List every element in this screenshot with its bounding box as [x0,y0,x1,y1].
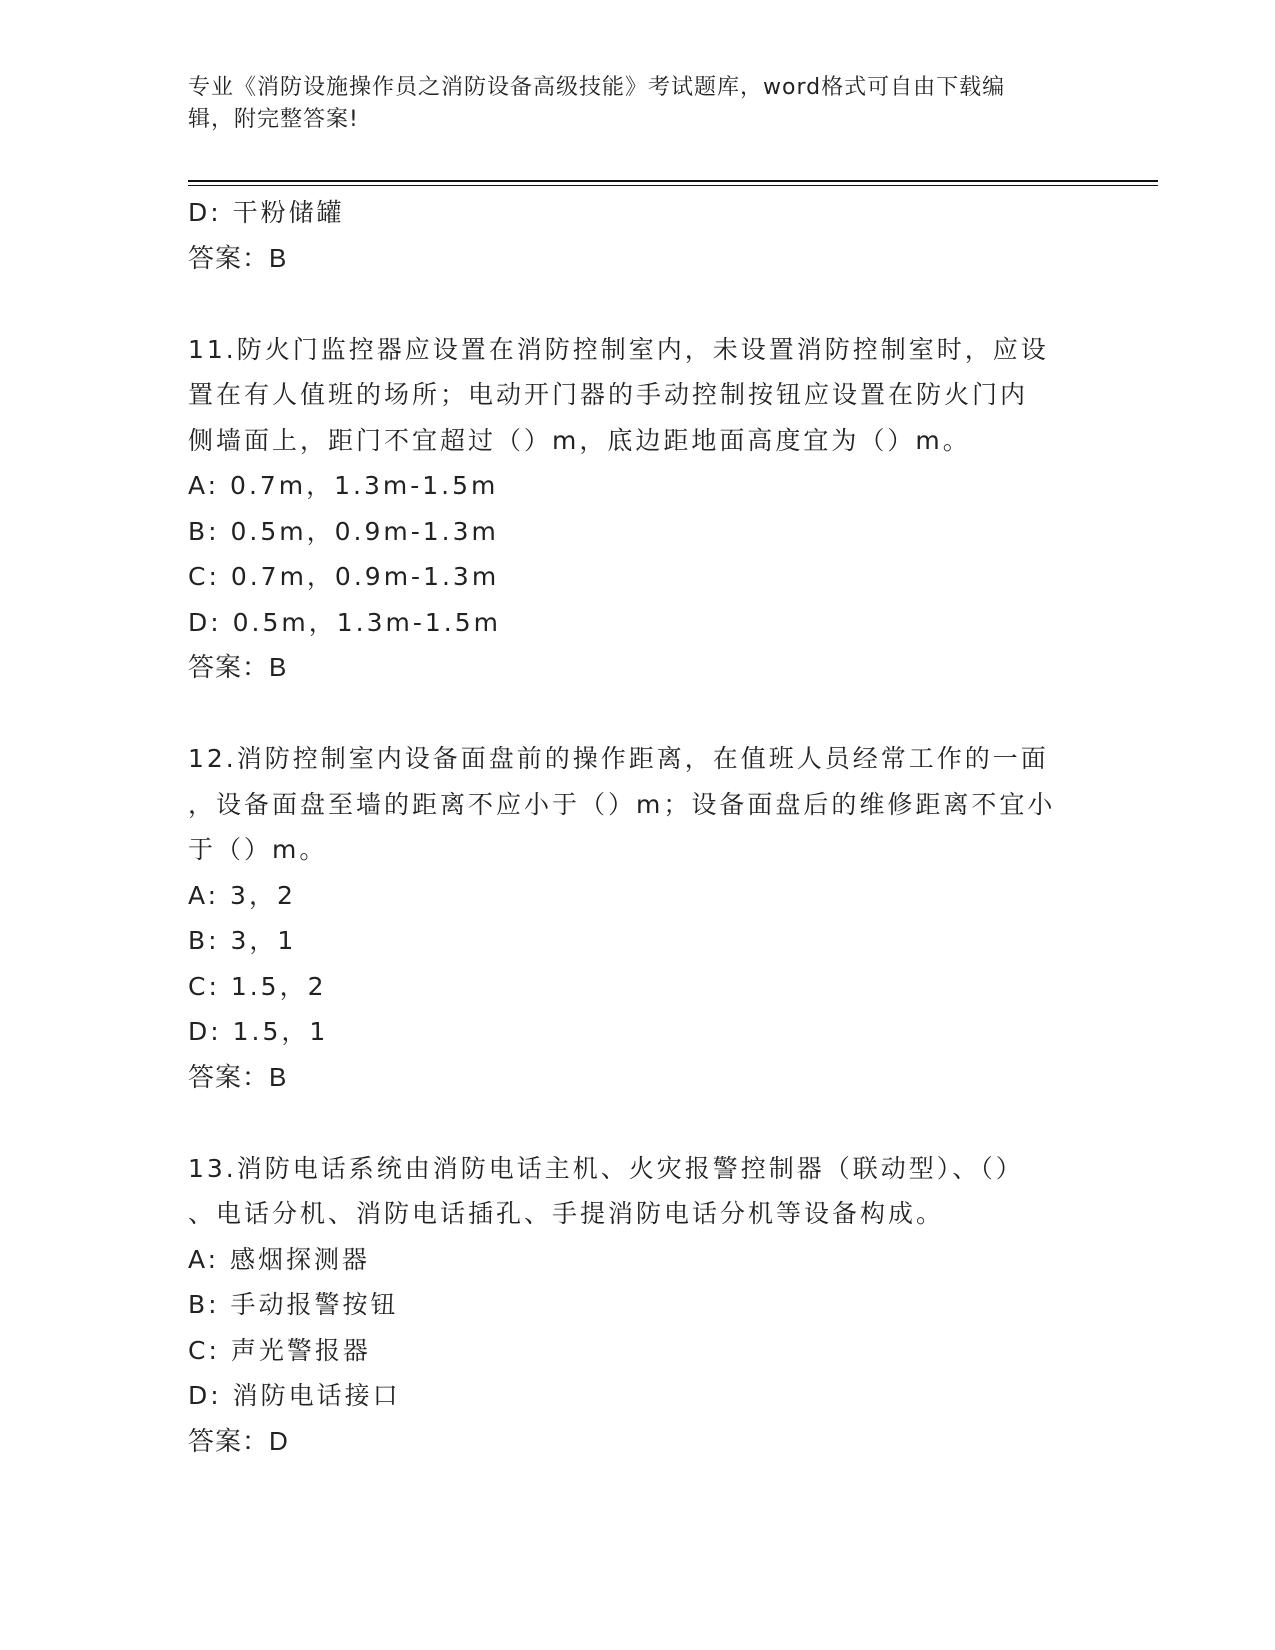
previous-question-tail [188,190,1088,281]
answer-line: 答案：B [188,242,288,273]
page-header [188,72,1088,136]
header-rule-thin [188,185,1158,186]
option-c: C: 1.5，2 [188,971,327,1001]
question-13 [188,1146,1088,1465]
header-line-2: 辑，附完整答案! [188,107,359,132]
option-a: A: 0.7m，1.3m-1.5m [188,471,499,500]
option-c: C: 声光警报器 [188,1335,371,1365]
document-body [188,190,1088,1464]
question-text-line: 、电话分机、消防电话插孔、手提消防电话分机等设备构成。 [188,1199,945,1228]
question-12 [188,736,1088,1100]
option-d: D: 消防电话接口 [188,1381,401,1410]
spacer [188,281,1088,327]
question-text-line: 12.消防控制室内设备面盘前的操作距离，在值班人员经常工作的一面 [188,744,1049,773]
option-c: C: 0.7m，0.9m-1.3m [188,562,500,591]
option-d: D: 0.5m，1.3m-1.5m [188,607,501,637]
header-rule-thick [188,180,1158,182]
question-text-line: 13.消防电话系统由消防电话主机、火灾报警控制器（联动型）、（） [188,1153,1024,1183]
option-b: B: 手动报警按钮 [188,1290,399,1319]
question-text-line: ，设备面盘至墙的距离不应小于（）m；设备面盘后的维修距离不宜小 [188,789,1056,819]
answer-line: 答案：D [188,1425,289,1456]
question-text-line: 侧墙面上，距门不宜超过（）m，底边距地面高度宜为（）m。 [188,425,971,455]
spacer [188,1100,1088,1146]
answer-line: 答案：B [188,1061,288,1092]
option-a: A: 3，2 [188,880,296,910]
option-d: D: 干粉储罐 [188,198,345,227]
question-text-line: 置在有人值班的场所；电动开门器的手动控制按钮应设置在防火门内 [188,380,1029,409]
option-b: B: 0.5m，0.9m-1.3m [188,516,499,546]
question-text-line: 11.防火门监控器应设置在消防控制室内，未设置消防控制室时，应设 [188,334,1049,364]
option-d: D: 1.5，1 [188,1017,329,1046]
header-line-1: 专业《消防设施操作员之消防设备高级技能》考试题库，word格式可自由下载编 [188,75,1006,100]
option-b: B: 3，1 [188,926,297,955]
spacer [188,691,1088,737]
answer-line: 答案：B [188,652,288,682]
question-text-line: 于（）m。 [188,835,328,864]
option-a: A: 感烟探测器 [188,1244,371,1274]
question-11 [188,327,1088,691]
